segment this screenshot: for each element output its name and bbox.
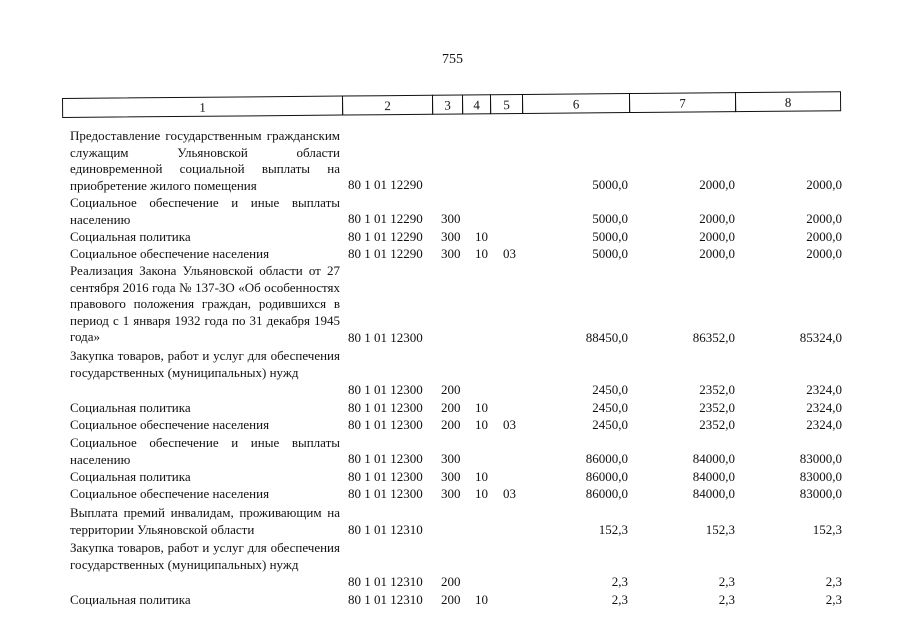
row-value-8: 2000,0 bbox=[806, 246, 842, 262]
table-row bbox=[0, 435, 905, 468]
row-code: 80 1 01 12300 bbox=[348, 451, 423, 467]
row-value-7: 2,3 bbox=[718, 574, 735, 590]
table-row bbox=[0, 486, 905, 503]
row-value-7: 2000,0 bbox=[699, 211, 735, 227]
row-value-8: 2000,0 bbox=[806, 211, 842, 227]
row-col-3: 200 bbox=[441, 592, 461, 608]
table-row bbox=[0, 592, 905, 609]
row-value-7: 84000,0 bbox=[692, 469, 735, 485]
row-col-3: 200 bbox=[441, 417, 461, 433]
table-row bbox=[0, 246, 905, 263]
row-value-8: 2324,0 bbox=[806, 382, 842, 398]
row-value-6: 5000,0 bbox=[592, 177, 628, 193]
row-value-6: 2450,0 bbox=[592, 382, 628, 398]
row-code: 80 1 01 12310 bbox=[348, 522, 423, 538]
column-header-5: 5 bbox=[490, 94, 523, 114]
row-value-8: 83000,0 bbox=[799, 469, 842, 485]
column-header-6: 6 bbox=[522, 93, 630, 114]
row-col-3: 300 bbox=[441, 246, 461, 262]
row-name: Социальная политика bbox=[70, 592, 191, 607]
row-value-7: 2,3 bbox=[718, 592, 735, 608]
row-name: Предоставление государственным гражданским служащим Ульяновской области единовременной социальной выплаты на приобретение жилого помещения bbox=[70, 128, 340, 193]
table-row bbox=[0, 348, 905, 399]
row-name: Социальная политика bbox=[70, 469, 191, 484]
row-name: Социальное обеспечение и иные выплаты населению bbox=[70, 435, 340, 467]
row-value-8: 83000,0 bbox=[799, 486, 842, 502]
row-name: Выплата премий инвалидам, проживающим на территории Ульяновской области bbox=[70, 505, 340, 537]
row-col-3: 200 bbox=[441, 382, 461, 398]
row-col-3: 300 bbox=[441, 451, 461, 467]
row-value-8: 2000,0 bbox=[806, 229, 842, 245]
row-value-6: 5000,0 bbox=[592, 246, 628, 262]
row-value-8: 152,3 bbox=[812, 522, 842, 538]
table-row bbox=[0, 417, 905, 434]
row-code: 80 1 01 12300 bbox=[348, 382, 423, 398]
row-col-3: 200 bbox=[441, 400, 461, 416]
row-code: 80 1 01 12310 bbox=[348, 592, 423, 608]
table-row bbox=[0, 400, 905, 417]
row-col-4: 10 bbox=[475, 592, 488, 608]
row-value-6: 2,3 bbox=[611, 574, 628, 590]
row-value-7: 2000,0 bbox=[699, 177, 735, 193]
row-col-3: 300 bbox=[441, 211, 461, 227]
row-name: Социальная политика bbox=[70, 229, 191, 244]
row-code: 80 1 01 12290 bbox=[348, 229, 423, 245]
row-value-8: 2324,0 bbox=[806, 417, 842, 433]
row-col-3: 300 bbox=[441, 486, 461, 502]
column-header-4: 4 bbox=[462, 94, 491, 114]
row-value-6: 5000,0 bbox=[592, 229, 628, 245]
row-code: 80 1 01 12300 bbox=[348, 469, 423, 485]
table-row bbox=[0, 505, 905, 539]
row-col-4: 10 bbox=[475, 400, 488, 416]
row-value-7: 86352,0 bbox=[692, 330, 735, 346]
row-name: Социальное обеспечение населения bbox=[70, 246, 270, 261]
row-value-6: 152,3 bbox=[598, 522, 628, 538]
row-code: 80 1 01 12300 bbox=[348, 400, 423, 416]
row-code: 80 1 01 12300 bbox=[348, 330, 423, 346]
row-value-8: 2000,0 bbox=[806, 177, 842, 193]
page-number: 755 bbox=[442, 52, 463, 67]
row-value-7: 2000,0 bbox=[699, 229, 735, 245]
row-col-5: 03 bbox=[503, 486, 516, 502]
row-col-4: 10 bbox=[475, 229, 488, 245]
row-code: 80 1 01 12300 bbox=[348, 417, 423, 433]
row-value-6: 2450,0 bbox=[592, 400, 628, 416]
row-value-7: 2352,0 bbox=[699, 400, 735, 416]
row-code: 80 1 01 12290 bbox=[348, 246, 423, 262]
row-col-3: 300 bbox=[441, 469, 461, 485]
row-name: Закупка товаров, работ и услуг для обеспечения государственных (муниципальных) нужд bbox=[70, 540, 340, 572]
row-value-7: 84000,0 bbox=[692, 451, 735, 467]
row-col-4: 10 bbox=[475, 246, 488, 262]
row-code: 80 1 01 12290 bbox=[348, 211, 423, 227]
column-header-7: 7 bbox=[629, 92, 736, 113]
row-value-6: 2450,0 bbox=[592, 417, 628, 433]
column-header-8: 8 bbox=[735, 91, 841, 112]
table-row bbox=[0, 263, 905, 347]
row-value-8: 85324,0 bbox=[799, 330, 842, 346]
row-value-7: 2352,0 bbox=[699, 417, 735, 433]
row-col-3: 300 bbox=[441, 229, 461, 245]
row-value-8: 2,3 bbox=[825, 592, 842, 608]
column-header-3: 3 bbox=[432, 95, 463, 115]
column-header-1: 1 bbox=[62, 96, 343, 118]
row-value-7: 2352,0 bbox=[699, 382, 735, 398]
row-value-6: 86000,0 bbox=[585, 469, 628, 485]
row-name: Социальное обеспечение и иные выплаты населению bbox=[70, 195, 340, 227]
row-value-7: 84000,0 bbox=[692, 486, 735, 502]
row-value-8: 83000,0 bbox=[799, 451, 842, 467]
column-header-2: 2 bbox=[342, 95, 433, 116]
row-col-5: 03 bbox=[503, 417, 516, 433]
row-value-6: 88450,0 bbox=[585, 330, 628, 346]
table-row bbox=[0, 469, 905, 486]
row-value-8: 2,3 bbox=[825, 574, 842, 590]
row-name: Закупка товаров, работ и услуг для обеспечения государственных (муниципальных) нужд bbox=[70, 348, 340, 380]
row-value-7: 152,3 bbox=[705, 522, 735, 538]
table-row bbox=[0, 540, 905, 591]
row-code: 80 1 01 12300 bbox=[348, 486, 423, 502]
row-code: 80 1 01 12310 bbox=[348, 574, 423, 590]
row-name: Социальная политика bbox=[70, 400, 191, 415]
row-value-6: 86000,0 bbox=[585, 486, 628, 502]
row-col-4: 10 bbox=[475, 469, 488, 485]
row-col-5: 03 bbox=[503, 246, 516, 262]
row-name: Социальное обеспечение населения bbox=[70, 486, 270, 501]
row-code: 80 1 01 12290 bbox=[348, 177, 423, 193]
row-name: Социальное обеспечение населения bbox=[70, 417, 270, 432]
table-row bbox=[0, 195, 905, 228]
row-value-7: 2000,0 bbox=[699, 246, 735, 262]
row-value-6: 5000,0 bbox=[592, 211, 628, 227]
table-row bbox=[0, 128, 905, 194]
row-value-6: 86000,0 bbox=[585, 451, 628, 467]
table-row bbox=[0, 229, 905, 246]
row-col-4: 10 bbox=[475, 486, 488, 502]
row-value-6: 2,3 bbox=[611, 592, 628, 608]
row-col-3: 200 bbox=[441, 574, 461, 590]
row-value-8: 2324,0 bbox=[806, 400, 842, 416]
row-name: Реализация Закона Ульяновской области от 27 сентября 2016 года № 137-ЗО «Об особенностях правового положения граждан, родившихся в период с 1 января 1932 года по 31 декабря 1945 года» bbox=[70, 263, 340, 345]
row-col-4: 10 bbox=[475, 417, 488, 433]
